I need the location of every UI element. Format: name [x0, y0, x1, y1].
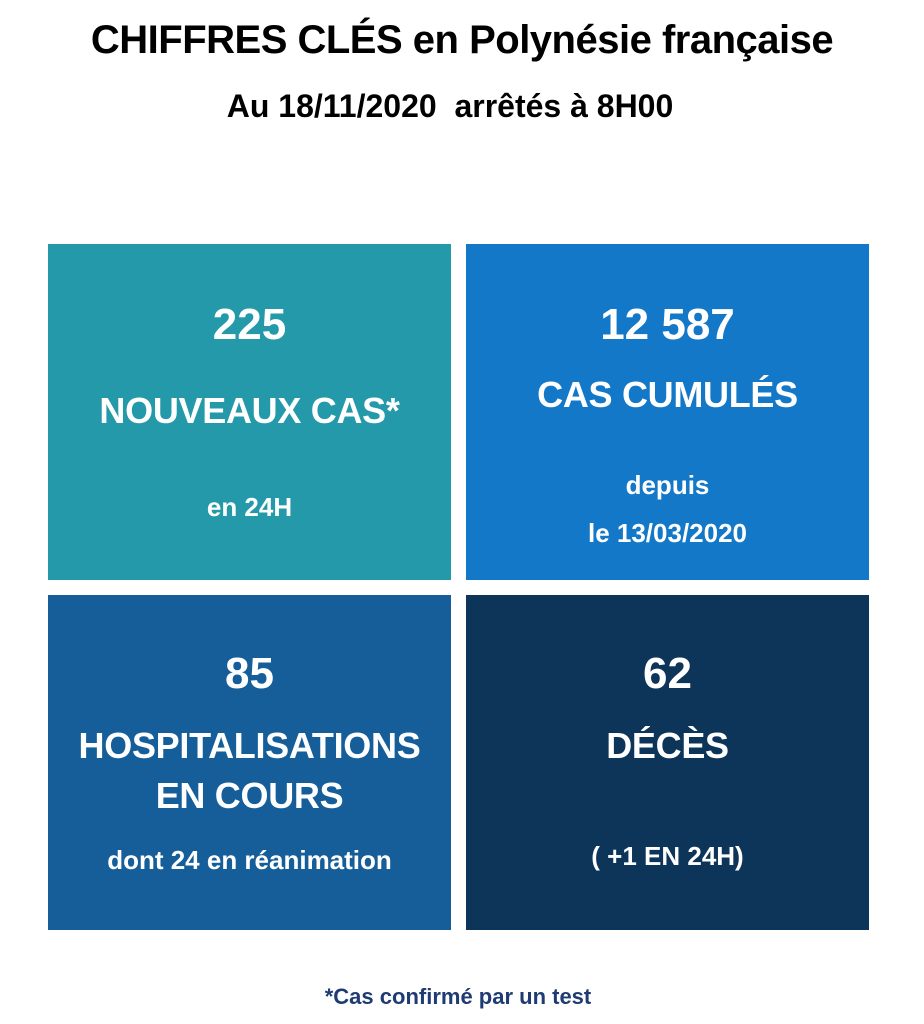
deaths-detail: ( +1 EN 24H) [591, 841, 744, 871]
hospitalisations-tile [48, 595, 451, 930]
cumulative-cases-tile [466, 244, 869, 580]
hospitalisations-detail: dont 24 en réanimation [107, 845, 392, 875]
cumulative-cases-detail-date: le 13/03/2020 [587, 518, 748, 548]
deaths-label: DÉCÈS [606, 725, 729, 766]
cumulative-cases-value: 12 587 [600, 300, 735, 349]
new-cases-detail: en 24H [206, 492, 293, 522]
new-cases-label: NOUVEAUX CAS* [99, 390, 400, 431]
hospitalisations-value: 85 [225, 649, 274, 698]
deaths-value: 62 [643, 649, 692, 698]
hospitalisations-label-line1: HOSPITALISATIONS [78, 725, 421, 766]
page-subtitle: Au 18/11/2020 arrêtés à 8H00 [226, 88, 674, 124]
deaths-tile [466, 595, 869, 930]
footnote: *Cas confirmé par un test [324, 984, 592, 1009]
cumulative-cases-detail-since: depuis [625, 470, 710, 500]
new-cases-tile [48, 244, 451, 580]
new-cases-value: 225 [212, 300, 287, 349]
cumulative-cases-label: CAS CUMULÉS [537, 374, 798, 415]
page-title: CHIFFRES CLÉS en Polynésie française [90, 18, 834, 62]
hospitalisations-label-line2: EN COURS [155, 775, 344, 816]
